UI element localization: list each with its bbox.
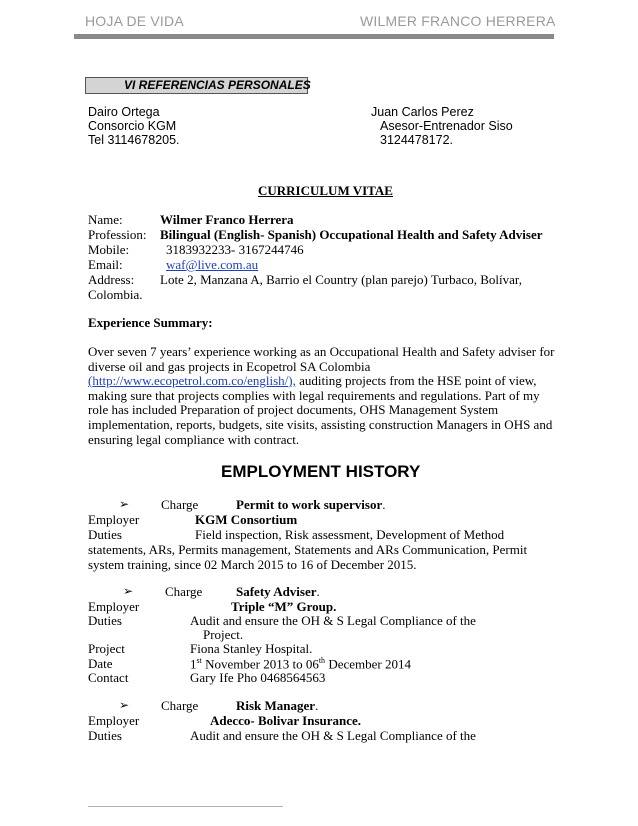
profession-label: Profession: xyxy=(88,227,147,242)
job2-charge-value: Safety Adviser xyxy=(236,584,317,599)
job1-duties-line-1: Field inspection, Risk assessment, Development of Method xyxy=(195,527,505,542)
bullet-icon: ➢ xyxy=(123,584,134,598)
job1-duties-line-3: system training, since 02 March 2015 to 16 of December 2015. xyxy=(88,557,417,572)
summary-text-2: auditing projects from the HSE point of view, making sure that projects complies with legal requirements and regulations. Part of my role has included Preparation of project documents, OHS Management System implementation, reports, budgets, site visits, assisting construction Managers in OHS and ensuring legal compliance with contract. xyxy=(88,373,553,447)
job2-employer: Triple “M” Group. xyxy=(231,599,337,614)
name-label: Name: xyxy=(88,212,123,227)
job2-date-start-suffix: st xyxy=(196,656,202,665)
job2-employer-label: Employer xyxy=(88,599,140,614)
profession-value: Bilingual (English- Spanish) Occupational Health and Safety Adviser xyxy=(160,227,543,242)
job1-employer: KGM Consortium xyxy=(195,512,298,527)
job2-duties-label: Duties xyxy=(88,613,122,628)
email-label: Email: xyxy=(88,257,123,272)
job2-charge-end: . xyxy=(316,584,320,599)
reference-1-company: Consorcio KGM xyxy=(88,119,177,133)
job1-charge-end: . xyxy=(382,497,386,512)
job3-duties-line-1: Audit and ensure the OH & S Legal Compliance of the xyxy=(190,728,476,743)
name-value: Wilmer Franco Herrera xyxy=(160,212,294,227)
reference-2-phone: 3124478172. xyxy=(380,133,453,147)
job1-charge-value: Permit to work supervisor xyxy=(236,497,383,512)
job2-duties-line-2: Project. xyxy=(203,627,244,642)
address-label: Address: xyxy=(88,272,135,287)
job1-charge xyxy=(236,497,385,513)
job1-charge-label: Charge xyxy=(161,497,199,512)
job1-duties-label: Duties xyxy=(88,527,122,542)
job3-employer: Adecco- Bolivar Insurance. xyxy=(210,713,362,728)
job2-charge xyxy=(236,584,320,600)
job3-charge-label: Charge xyxy=(161,698,199,713)
job3-charge-end: . xyxy=(315,698,319,713)
footnote-rule xyxy=(88,806,283,807)
job2-duties-line-1: Audit and ensure the OH & S Legal Compliance of the xyxy=(190,613,476,628)
summary-link-open: ( xyxy=(88,373,93,389)
job3-charge-value: Risk Manager xyxy=(236,698,316,713)
address-continuation: Colombia. xyxy=(88,287,143,302)
job2-date-end: December 2014 xyxy=(325,656,411,672)
header-right: WILMER FRANCO HERRERA xyxy=(360,13,556,29)
ecopetrol-link[interactable]: http://www.ecopetrol.com.co/english/ xyxy=(92,373,289,389)
job3-employer-label: Employer xyxy=(88,713,140,728)
job2-date-middle: November 2013 to 06 xyxy=(201,656,319,672)
job2-date-start-day: 1 xyxy=(190,656,197,672)
job1-employer-label: Employer xyxy=(88,512,140,527)
mobile-value: 3183932233- 3167244746 xyxy=(166,242,304,257)
summary-link-close: ), xyxy=(288,373,296,389)
job2-date-label: Date xyxy=(88,656,113,671)
reference-1-phone: Tel 3114678205. xyxy=(88,133,180,147)
bullet-icon: ➢ xyxy=(119,698,130,712)
reference-1-name: Dairo Ortega xyxy=(88,105,160,119)
job2-charge-label: Charge xyxy=(165,584,203,599)
job2-contact: Gary Ife Pho 0468564563 xyxy=(190,670,326,685)
job1-duties-line-2: statements, ARs, Permits management, Statements and ARs Communication, Permit xyxy=(88,542,528,557)
reference-2-name: Juan Carlos Perez xyxy=(371,105,474,119)
reference-2-role: Asesor-Entrenador Siso xyxy=(380,119,513,133)
section-title: VI REFERENCIAS PERSONALES xyxy=(124,78,311,92)
summary-heading: Experience Summary: xyxy=(88,315,213,330)
header-rule xyxy=(74,34,554,39)
job2-project-label: Project xyxy=(88,641,125,656)
cv-title: CURRICULUM VITAE xyxy=(258,183,393,198)
bullet-icon: ➢ xyxy=(119,497,130,511)
job3-duties-label: Duties xyxy=(88,728,122,743)
job3-charge xyxy=(236,698,318,714)
job2-project: Fiona Stanley Hospital. xyxy=(190,641,313,656)
summary-text-1: Over seven 7 years’ experience working as an Occupational Health and Safety adviser for diverse oil and gas projects in Ecopetrol SA Colombia xyxy=(88,344,555,374)
summary-paragraph xyxy=(88,345,558,447)
mobile-label: Mobile: xyxy=(88,242,130,257)
email-link[interactable]: waf@live.com.au xyxy=(166,257,259,272)
job2-contact-label: Contact xyxy=(88,670,129,685)
address-value: Lote 2, Manzana A, Barrio el Country (plan parejo) Turbaco, Bolívar, xyxy=(160,272,522,287)
header-left: HOJA DE VIDA xyxy=(85,13,184,29)
employment-heading: EMPLOYMENT HISTORY xyxy=(221,462,421,481)
job2-date-end-suffix: th xyxy=(318,656,326,665)
